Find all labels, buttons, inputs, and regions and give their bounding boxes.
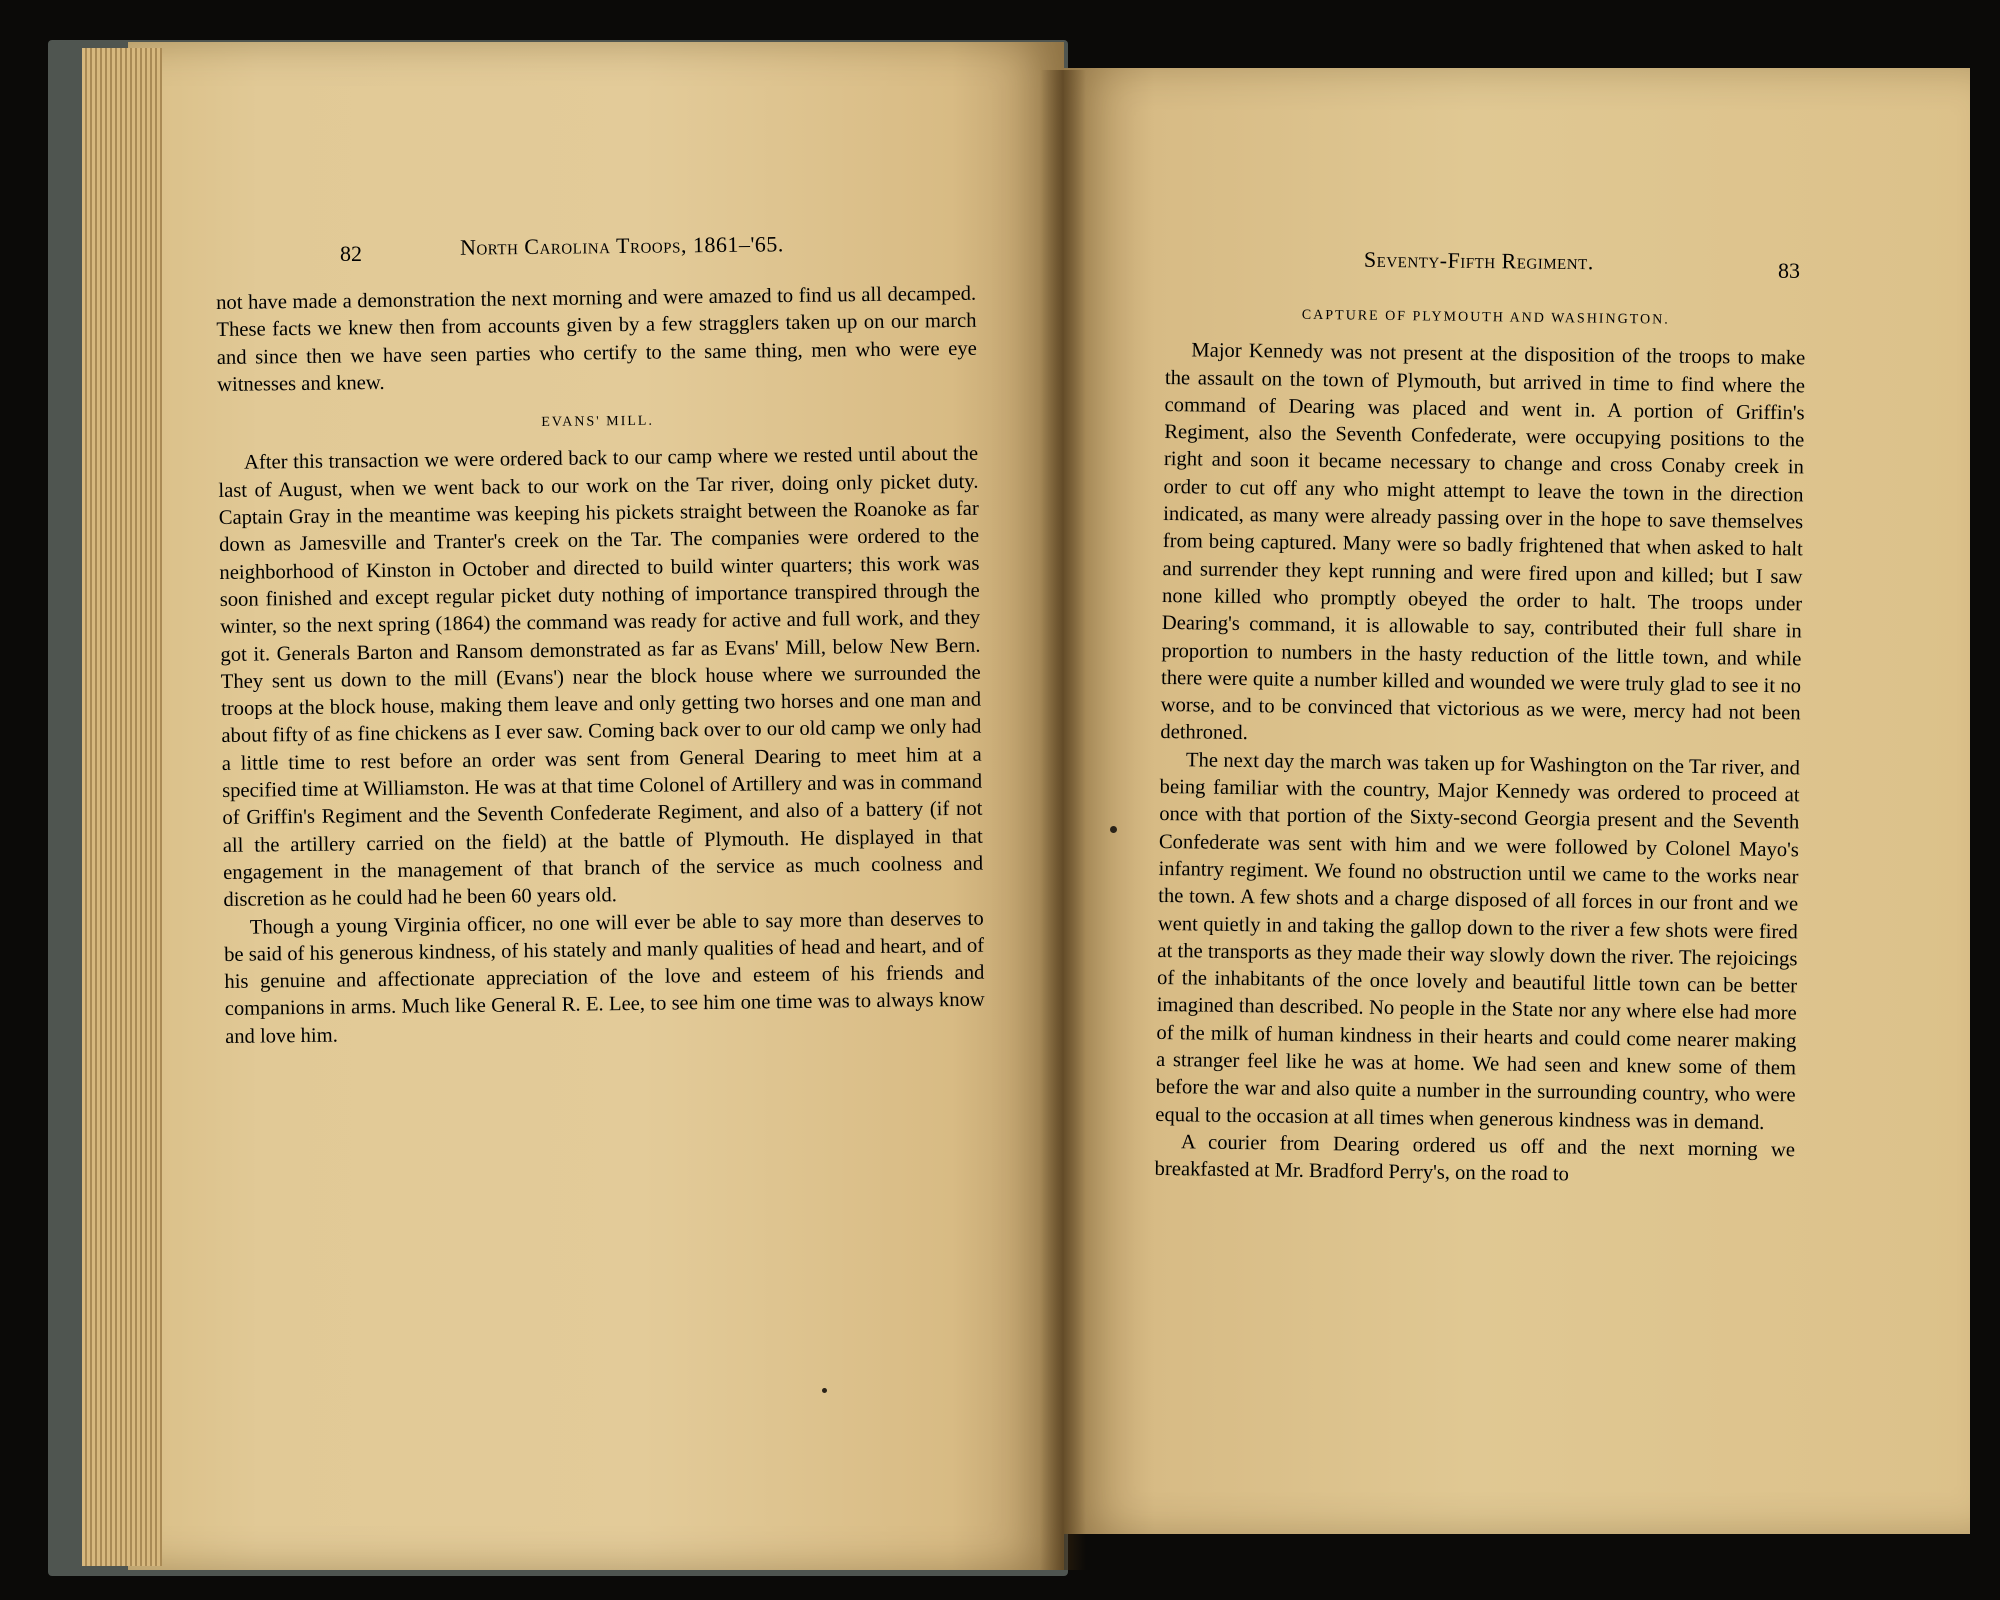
left-paragraph-1: After this transaction we were ordered back to our camp where we rested until about the last of August, when we went back to our work on the Tar river, doing only picket duty. Captain Gray in the meantime was keeping his pickets straight between the Roanoke as far down as Jamesville and Tranter's creek on the Tar. The companies were ordered to the neighborhood of Kinston in October and directed to build winter quarters; this work was soon finished and except regular picket duty nothing of importance transpired through the winter, so the next spring (1864) the command was ready for active and full work, and they got it. Generals Barton and Ransom demonstrated as far as Evans' Mill, below New Bern. They sent us down to the mill (Evans') near the block house where we surrounded the troops at the block house, making them leave and only getting two horses and one man and about fifty of as fine chickens as I ever saw. Coming back over to our old camp we only had a little time to rest before an order was sent from General Dearing to meet him at a specified time at Williamston. He was at that time Colonel of Artillery and was in command of Griffin's Regiment and the Seventh Confederate Regiment, and also of a battery (if not all the artillery carried on the field) at the battle of Plymouth. He displayed in that engagement in the management of that branch of the service as much coolness and discretion as he could had he been 60 years old. xyxy=(218,443,984,912)
section-heading-evans-mill: EVANS' MILL. xyxy=(541,413,655,431)
right-paragraph-2: The next day the march was taken up for Washington on the Tar river, and being familiar with the country, Major Kennedy was ordered to proceed at once with that portion of the Sixty-second Georgia present and the Seventh Confederate was sent with him and we were followed by Colonel Mayo's infantry regiment. We found no obstruction until we came to the works near the town. A few shots and a charge disposed of all forces in our front and we went quietly in and taking the gallop down to the river a few shots were fired at the transports as they made their way slowly down the river. The rejoicings of the inhabitants of the once lovely and beautiful little town can be better imagined than described. No people in the State nor any where else had more of the milk of human kindness in their hearts and could come nearer making a stranger feel like he was at home. We had seen and knew some of them before the war and also quite a number in the surrounding country, who were equal to the occasion at all times when generous kindness was in demand. xyxy=(1155,749,1801,1134)
right-page-body xyxy=(1154,300,1806,1192)
ink-speck xyxy=(822,1388,827,1393)
right-paragraph-3: A courier from Dearing ordered us off and the next morning we breakfasted at Mr. Bradford Perry's, on the road to xyxy=(1154,1131,1796,1186)
book-gutter xyxy=(1040,70,1086,1570)
right-page-number: 83 xyxy=(1778,258,1800,283)
ink-speck xyxy=(1110,826,1117,833)
right-paragraph-1: Major Kennedy was not present at the disposition of the troops to make the assault on the town of Plymouth, but arrived in time to find where the command of Dearing was placed and went in. A portion of Griffin's Regiment, also the Seventh Confederate, were occupying positions to the right and soon it became necessary to change and cross Conaby creek in order to cut off any who might attempt to leave the town in the direction indicated, as many were already passing over in the hope to save themselves from being captured. Many were so badly frightened that when asked to halt and surrender they kept running and were fired upon and killed; but I saw none killed who promptly obeyed the order to halt. The troops under Dearing's command, it is allowable to say, contributed their full share in proportion to numbers in the hasty reduction of the little town, and while there were quite a number killed and wounded we were truly glad to see it no worse, and to be convinced that victorious as we were, mercy had not been dethroned. xyxy=(1160,339,1806,745)
left-paragraph-2: Though a young Virginia officer, no one will ever be able to say more than deserves to be said of his generous kindness, of his stately and manly qualities of head and heart, and of his genuine and affectionate appreciation of the love and esteem of his friends and companions in arms. Much like General R. E. Lee, to see him one time was to always know and love him. xyxy=(223,907,985,1048)
left-page-body xyxy=(216,281,985,1051)
left-running-head-text: North Carolina Troops, 1861–'65. xyxy=(459,231,784,260)
left-opening-paragraph: not have made a demonstration the next morning and were amazed to find us all decamped. These facts we knew then from accounts given by a few stragglers taken up on our march and since then we have seen parties who certify to the same thing, men who were eye witnesses and knew. xyxy=(216,282,977,396)
page-edges xyxy=(82,48,162,1566)
left-running-head xyxy=(460,231,784,260)
right-running-head-text: Seventy-Fifth Regiment. xyxy=(1363,246,1594,275)
right-running-head xyxy=(1364,247,1594,275)
section-heading-capture: CAPTURE OF PLYMOUTH AND WASHINGTON. xyxy=(1301,307,1670,328)
left-page-number: 82 xyxy=(340,241,362,266)
